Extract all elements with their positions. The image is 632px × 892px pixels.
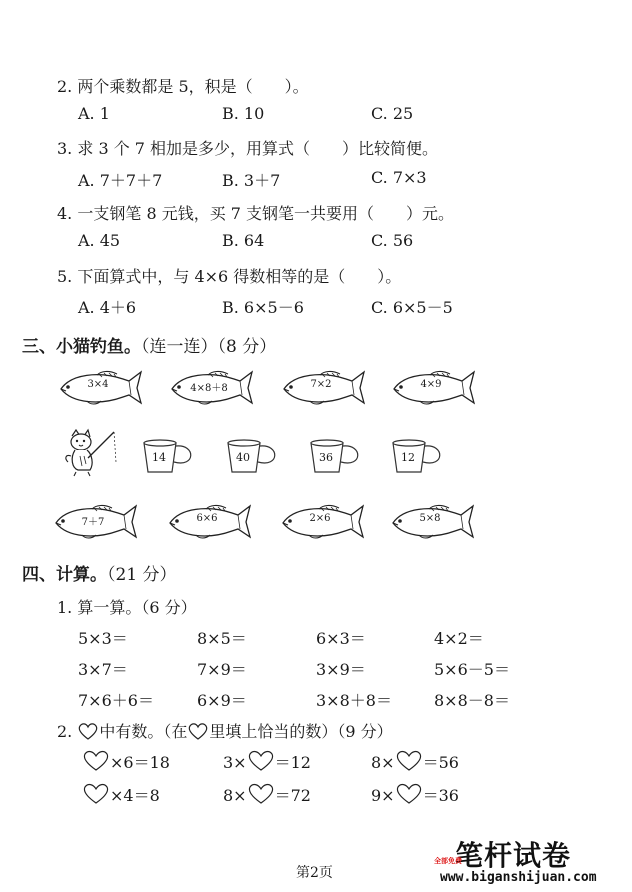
question-2-text: 2. 两个乘数都是 5，积是（ ）。: [57, 77, 309, 96]
watermark-title: 笔杆试卷: [455, 839, 572, 872]
heart-item: 9× ＝36: [371, 783, 459, 806]
fish-bottom-4-label: 5×8: [419, 513, 441, 524]
calc-item: 4×2＝: [434, 629, 484, 648]
heart-blank-icon[interactable]: [82, 750, 110, 772]
option-c: C. 6×5－5: [371, 298, 453, 317]
heart-blank-icon[interactable]: [247, 750, 275, 772]
fish-top-3-label: 7×2: [310, 379, 332, 390]
heart-icon: [187, 722, 209, 741]
section-3-title: 三、小猫钓鱼。: [22, 337, 141, 357]
cat-fishing-image: [62, 428, 122, 478]
watermark-badge: 全部免费: [434, 857, 462, 865]
option-b: B. 10: [222, 104, 265, 123]
calc-item: 8×5＝: [197, 629, 247, 648]
fish-top-4-label: 4×9: [420, 379, 442, 390]
fish-bottom-1-label: 7＋7: [81, 517, 105, 528]
bucket-1-label: 14: [152, 451, 166, 464]
section-4-heading: [22, 560, 177, 585]
option-c: C. 7×3: [371, 168, 427, 187]
option-b: B. 6×5－6: [222, 298, 304, 317]
heart-icon: [77, 722, 99, 741]
fish-bottom-3[interactable]: [279, 504, 365, 538]
question-4-text: 4. 一支钢笔 8 元钱，买 7 支钢笔一共要用（ ）元。: [57, 204, 455, 223]
heart-blank-icon[interactable]: [247, 783, 275, 805]
fish-bottom-2-label: 6×6: [196, 513, 218, 524]
option-b: B. 3＋7: [222, 171, 281, 190]
fish-top-1[interactable]: [57, 370, 143, 404]
bucket-2[interactable]: [224, 438, 282, 474]
bucket-4[interactable]: [389, 438, 447, 474]
option-a: A. 7＋7＋7: [78, 171, 163, 190]
option-c: C. 56: [371, 231, 414, 250]
calc-item: 5×6－5＝: [434, 660, 510, 679]
watermark-url: www.biganshijuan.com: [440, 870, 597, 885]
calc-item: 3×7＝: [78, 660, 128, 679]
heart-title-number: 2.: [57, 722, 73, 741]
heart-title-mid: 中有数。（在: [99, 722, 188, 741]
calc-item: 8×8－8＝: [434, 691, 510, 710]
fish-top-1-label: 3×4: [87, 379, 109, 390]
question-3-text: 3. 求 3 个 7 相加是多少，用算式（ ）比较简便。: [57, 139, 439, 158]
calc-item: 3×8＋8＝: [316, 691, 392, 710]
fish-bottom-3-label: 2×6: [309, 513, 331, 524]
heart-blank-icon[interactable]: [395, 783, 423, 805]
fish-top-3[interactable]: [280, 370, 366, 404]
fish-bottom-4[interactable]: [389, 504, 475, 538]
bucket-3-label: 36: [319, 451, 333, 464]
heart-blank-icon[interactable]: [395, 750, 423, 772]
heart-item: ×6＝18: [82, 750, 170, 773]
option-a: A. 1: [78, 104, 110, 123]
calc-title: 1. 算一算。（6 分）: [57, 598, 197, 617]
heart-title-end: 里填上恰当的数）（9 分）: [209, 722, 393, 741]
bucket-2-label: 40: [236, 451, 250, 464]
calc-item: 6×9＝: [197, 691, 247, 710]
option-a: A. 4＋6: [78, 298, 137, 317]
fish-top-2-label: 4×8＋8: [190, 383, 228, 394]
heart-blank-icon[interactable]: [82, 783, 110, 805]
heart-item: 8× ＝72: [223, 783, 311, 806]
calc-item: 7×6＋6＝: [78, 691, 154, 710]
calc-item: 7×9＝: [197, 660, 247, 679]
heart-item: ×4＝8: [82, 783, 160, 806]
cat-icon: [62, 428, 122, 478]
heart-question-title: [57, 719, 393, 742]
section-4-note: （21 分）: [107, 565, 177, 585]
page-number: 第2页: [296, 865, 333, 881]
fish-bottom-2[interactable]: [166, 504, 252, 538]
bucket-3[interactable]: [307, 438, 365, 474]
fish-top-4[interactable]: [390, 370, 476, 404]
section-4-title: 四、计算。: [22, 565, 107, 585]
heart-item: 3× ＝12: [223, 750, 311, 773]
bucket-1[interactable]: [140, 438, 198, 474]
bucket-4-label: 12: [401, 451, 415, 464]
fish-bottom-1[interactable]: [52, 504, 138, 538]
section-3-note: （连一连）（8 分）: [141, 337, 277, 357]
calc-item: 5×3＝: [78, 629, 128, 648]
option-a: A. 45: [78, 231, 121, 250]
calc-item: 3×9＝: [316, 660, 366, 679]
calc-item: 6×3＝: [316, 629, 366, 648]
section-3-heading: [22, 332, 276, 357]
option-c: C. 25: [371, 104, 414, 123]
fish-top-2[interactable]: [168, 370, 254, 404]
option-b: B. 64: [222, 231, 265, 250]
question-5-text: 5. 下面算式中，与 4×6 得数相等的是（ ）。: [57, 267, 402, 286]
heart-item: 8× ＝56: [371, 750, 459, 773]
